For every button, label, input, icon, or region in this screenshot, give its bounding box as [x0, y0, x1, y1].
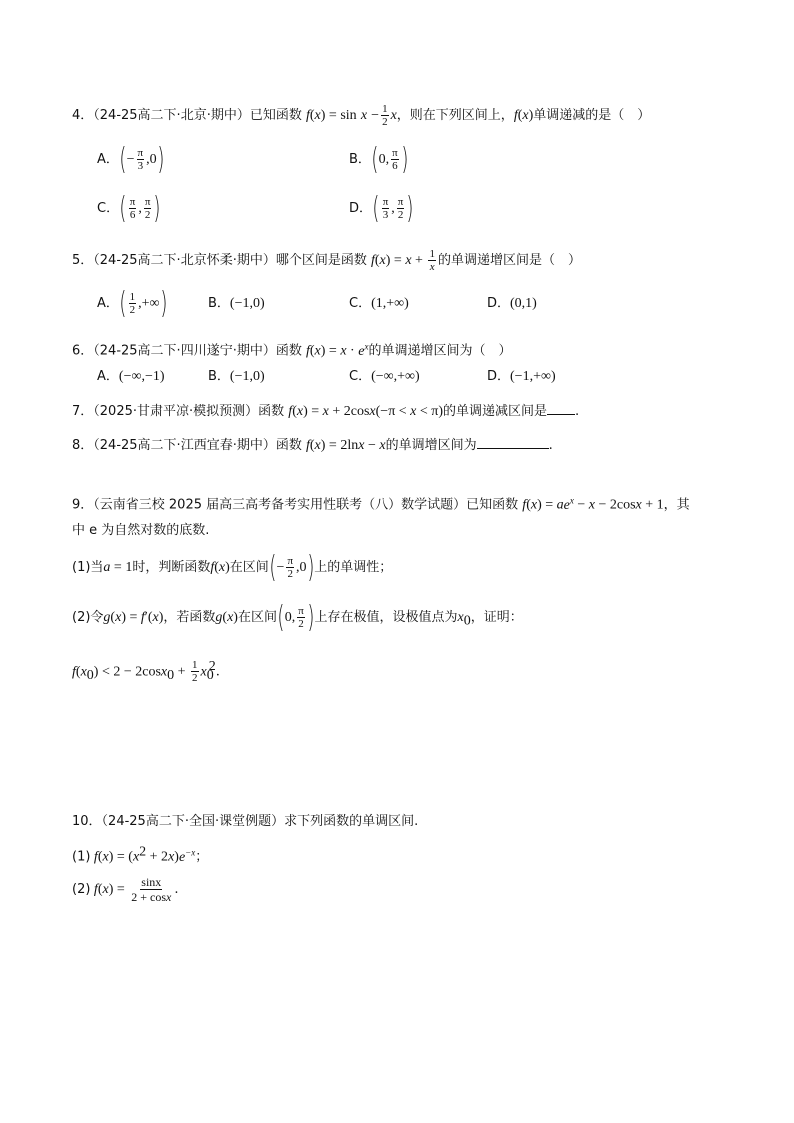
option-a[interactable]: A．( $\frac{1}{2}$ ,+∞)	[97, 285, 167, 321]
question-6-stem: 6．（24-25高二下·四川遂宁·期中）函数 $f(x) = x \cdot e^x$的单调递增区间为（ ）	[72, 341, 512, 359]
question-source: （24-25高二下·四川遂宁·期中）	[93, 343, 276, 359]
question-number: 9．	[72, 497, 94, 513]
option-b[interactable]: B．(−1,0)	[208, 369, 265, 384]
option-d[interactable]: D．(−1,+∞)	[487, 369, 556, 384]
answer-blank[interactable]	[477, 434, 549, 449]
question-source: （24-25高二下·全国·课堂例题）	[101, 814, 285, 829]
question-10-stem: 10．（24-25高二下·全国·课堂例题）求下列函数的单调区间.	[72, 814, 419, 829]
question-9-stem: 9．（云南省三校 2025 届高三高考备考实用性联考（八）数学试题）已知函数 $f(x) = ae^x - x - 2\cos x + 1$，其	[72, 495, 690, 513]
question-number: 7．	[72, 404, 94, 419]
option-b[interactable]: B．(0, $\frac{\pi}{6}$ )	[349, 141, 409, 177]
option-d[interactable]: D．( $\frac{\pi}{3}$ , $\frac{\pi}{2}$ )	[349, 190, 414, 226]
question-4-stem: 4．（24-25高二下·北京·期中）已知函数 f(x) = sin x − $\frac{1}{2}$ x，则在下列区间上，f(x)单调递减的是（ ）	[72, 103, 651, 128]
question-number: 10．	[72, 814, 102, 829]
question-source: （24-25高二下·北京怀柔·期中）	[93, 253, 276, 268]
question-source: （云南省三校 2025 届高三高考备考实用性联考（八）数学试题）	[93, 497, 467, 513]
option-c[interactable]: C．( $\frac{\pi}{6}$ , $\frac{\pi}{2}$ )	[97, 190, 161, 226]
question-9-line2: 中 e 为自然对数的底数.	[72, 523, 210, 538]
question-9-part1: (1)当a = 1时，判断函数f(x)在区间(− $\frac{\pi}{2}$ ,0)上的单调性；	[72, 549, 393, 585]
option-c[interactable]: C．(1,+∞)	[349, 296, 409, 311]
option-b[interactable]: B．(−1,0)	[208, 296, 265, 311]
question-8-stem: 8．（24-25高二下·江西宜春·期中）函数 f(x) = 2lnx − x的单调增区间为 .	[72, 434, 553, 456]
question-9-part2: (2)令g(x) = f′(x)，若函数g(x)在区间(0, $\frac{\pi}{2}$ )上存在极值，设极值点为$x_0$，证明：	[72, 599, 523, 635]
question-number: 6．	[72, 343, 94, 359]
question-10-part1: (1) $f(x) = (x^2 + 2x)e^{-x}$；	[72, 844, 209, 865]
question-5-stem: 5．（24-25高二下·北京怀柔·期中）哪个区间是函数 f(x) = x + $\frac{1}{x}$ 的单调递增区间是（ ）	[72, 248, 581, 273]
question-source: （24-25高二下·北京·期中）	[93, 108, 250, 123]
question-9-inequality: $f(x_0) < 2 - 2\cos x_0$ + $\frac{1}{2}$ $x_0^2$.	[72, 659, 220, 685]
question-10-part2: (2) f(x) = $\frac{\sin x}{2 + \cos x}$ .	[72, 875, 179, 904]
option-a[interactable]: A．(− $\frac{\pi}{3}$ ,0)	[97, 141, 164, 177]
answer-blank[interactable]	[547, 400, 575, 415]
question-number: 5．	[72, 253, 94, 268]
question-source: （24-25高二下·江西宜春·期中）	[93, 438, 276, 453]
question-number: 4．	[72, 108, 94, 123]
option-a[interactable]: A．(−∞,−1)	[97, 369, 165, 384]
option-c[interactable]: C．(−∞,+∞)	[349, 369, 420, 384]
question-7-stem: 7．（2025·甘肃平凉·模拟预测）函数 f(x) = x + 2cosx(−π < x < π)的单调递减区间是 .	[72, 400, 579, 422]
question-source: （2025·甘肃平凉·模拟预测）	[93, 404, 259, 419]
option-d[interactable]: D．(0,1)	[487, 296, 537, 311]
question-number: 8．	[72, 438, 94, 453]
